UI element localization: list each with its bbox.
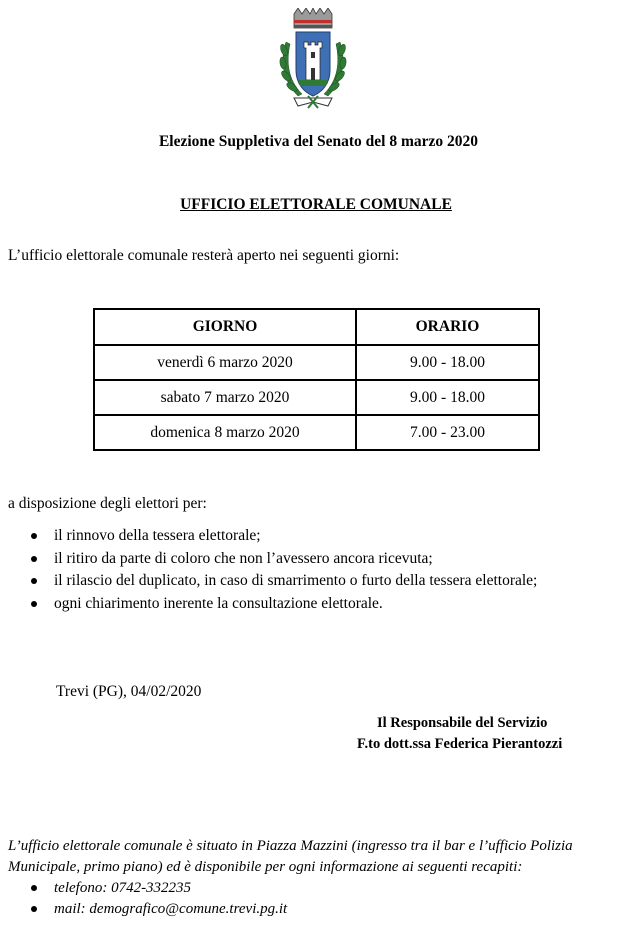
office-heading: UFFICIO ELETTORALE COMUNALE <box>180 196 452 213</box>
bullet-icon <box>31 533 37 539</box>
bullet-icon <box>31 578 37 584</box>
contacts-list <box>0 878 287 920</box>
day-cell: domenica 8 marzo 2020 <box>94 415 356 450</box>
office-location-note: L’ufficio elettorale comunale è situato in Piazza Mazzini (ingresso tra il bar e l’ufficio Polizia Municipale, primo piano) ed è disponibile per ogni informazione ai seguenti recapiti: <box>8 838 573 875</box>
table-row <box>94 380 539 415</box>
list-item <box>0 593 537 616</box>
bullet-icon <box>31 601 37 607</box>
bullet-icon <box>31 556 37 562</box>
table-header-row <box>94 309 539 345</box>
list-item <box>0 548 537 571</box>
opening-hours-table <box>93 308 540 451</box>
service-text: il rinnovo della tessera elettorale; <box>54 527 261 544</box>
municipal-crest-logo <box>278 8 348 114</box>
hours-cell: 7.00 - 23.00 <box>356 415 539 450</box>
table-row <box>94 345 539 380</box>
ribbon-icon <box>294 96 332 108</box>
service-text: ogni chiarimento inerente la consultazione elettorale. <box>54 594 383 612</box>
service-text: il ritiro da parte di coloro che non l’avessero ancora ricevuta; <box>54 549 433 567</box>
list-item <box>0 878 287 899</box>
list-item <box>0 899 287 920</box>
bullet-icon <box>31 885 37 891</box>
email-contact: mail: demografico@comune.trevi.pg.it <box>54 901 288 917</box>
list-item <box>0 525 537 548</box>
opening-days-intro: L’ufficio elettorale comunale resterà aperto nei seguenti giorni: <box>8 247 400 264</box>
signature-role: Il Responsabile del Servizio <box>377 715 548 731</box>
signature-name: F.to dott.ssa Federica Pierantozzi <box>357 736 563 752</box>
place-date: Trevi (PG), 04/02/2020 <box>56 683 202 700</box>
service-text: il rilascio del duplicato, in caso di smarrimento o furto della tessera elettorale; <box>54 572 538 589</box>
day-cell: sabato 7 marzo 2020 <box>94 380 356 415</box>
services-list <box>0 525 537 615</box>
header-hours: ORARIO <box>356 309 539 345</box>
phone-contact: telefono: 0742-332235 <box>54 880 192 896</box>
table-row <box>94 415 539 450</box>
list-item <box>0 570 537 593</box>
hours-cell: 9.00 - 18.00 <box>356 345 539 380</box>
day-cell: venerdì 6 marzo 2020 <box>94 345 356 380</box>
shield-tower-icon <box>296 32 330 96</box>
election-title: Elezione Suppletiva del Senato del 8 marzo 2020 <box>158 133 479 150</box>
availability-intro: a disposizione degli elettori per: <box>8 495 207 512</box>
crown-icon <box>294 8 332 28</box>
bullet-icon <box>31 906 37 912</box>
header-day: GIORNO <box>94 309 356 345</box>
hours-cell: 9.00 - 18.00 <box>356 380 539 415</box>
